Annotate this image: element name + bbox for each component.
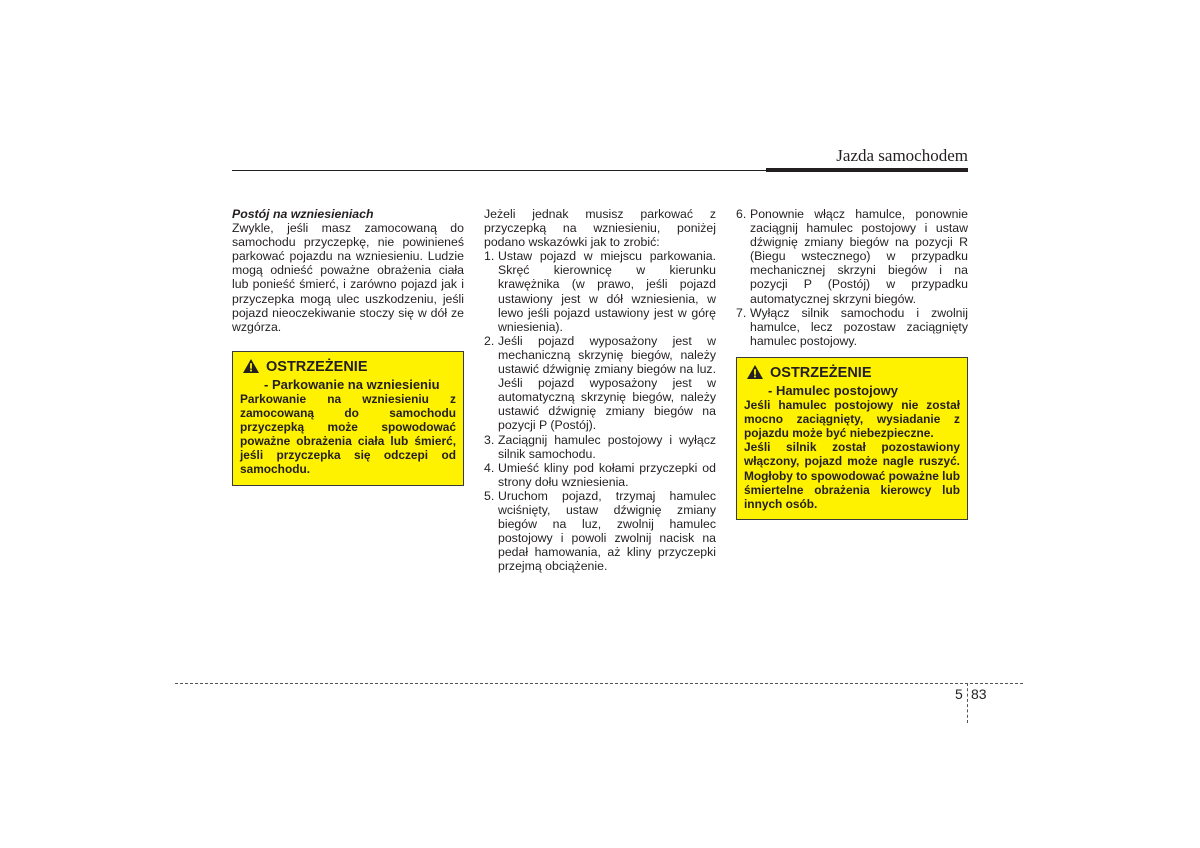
warning-triangle-icon — [746, 364, 764, 383]
list-item — [484, 433, 716, 461]
warning-subtitle: - Parkowanie na wzniesieniu — [264, 376, 440, 392]
step-text: Jeśli pojazd wyposażony jest w mechaniczną skrzynię biegów, należy ustawić dźwignię zmiany biegów na luz. Jeśli pojazd wyposażony jest w automatyczną skrzynię biegów, należy ustawić dźwignię zmiany biegów na pozycji P (Postój). — [498, 333, 716, 433]
step-text: Zaciągnij hamulec postojowy i wyłącz silnik samochodu. — [498, 432, 716, 461]
footer-divider — [175, 683, 1023, 684]
step-number: 6. — [736, 207, 747, 221]
step-number: 3. — [484, 432, 495, 447]
list-item — [484, 489, 716, 574]
warning-text-1: Jeśli hamulec postojowy nie został mocno zaciągnięty, wysiadanie z pojazdu może być niebezpieczne. — [744, 398, 960, 441]
list-item — [484, 249, 716, 334]
header-bar — [766, 168, 968, 172]
list-item — [484, 461, 716, 489]
column-2 — [484, 207, 716, 573]
step-number: 1. — [484, 249, 495, 264]
warning-box-parking — [232, 351, 464, 486]
step-number: 4. — [484, 460, 495, 475]
steps-intro: Jeżeli jednak musisz parkować z przyczepką na wzniesieniu, poniżej podano wskazówki jak to zrobić: — [484, 207, 716, 250]
chapter-number: 5 — [955, 686, 963, 702]
steps-list-continued — [736, 207, 968, 348]
intro-paragraph: Zwykle, jeśli masz zamocowaną do samochodu przyczepkę, nie powinieneś parkować pojazdu na wzniesieniu. Ludzie mogą odnieść poważne obrażenia ciała lub ponieść śmierć, i zarówno pojazd jak i przyczepka mogą ulec uszkodzeniu, jeśli pojazd nieoczekiwanie stoczy się w dół ze wzgórza. — [232, 221, 464, 334]
warning-title: OSTRZEŻENIE — [770, 365, 872, 382]
step-text: Ponownie włącz hamulce, ponownie zaciągnij hamulec postojowy i ustaw dźwignię zmiany biegów na pozycji R (Biegu wstecznego) w przypadku mechanicznej skrzyni biegów i na pozycji P (Postój) w przypadku automatycznej skrzyni biegów. — [750, 207, 968, 306]
step-text: Wyłącz silnik samochodu i zwolnij hamulce, lecz pozostaw zaciągnięty hamulec postojowy. — [750, 305, 968, 348]
warning-text-2: Jeśli silnik został pozostawiony włączony, pojazd może nagle ruszyć. Mogłoby to spowodować poważne lub śmiertelne obrażenia kierowcy lub innych osób. — [744, 440, 961, 511]
list-item — [736, 306, 968, 348]
page-header-title: Jazda samochodem — [836, 146, 968, 165]
step-number: 5. — [484, 488, 495, 503]
warning-header — [746, 364, 960, 383]
step-number: 7. — [736, 305, 747, 320]
warning-subtitle: - Hamulec postojowy — [768, 383, 899, 399]
warning-triangle-icon — [242, 358, 260, 377]
step-text: Uruchom pojazd, trzymaj hamulec wciśnięty, ustaw dźwignię zmiany biegów na luz, zwolnij hamulec postojowy i powoli zwolnij nacisk na pedał hamowania, aż kliny przyczepki przejmą obciążenie. — [498, 488, 716, 574]
footer-vertical-divider — [967, 683, 968, 723]
section-subheading: Postój na wzniesieniach — [232, 207, 374, 221]
column-1 — [232, 207, 464, 486]
warning-box-parking-brake — [736, 357, 968, 520]
page-number: 83 — [971, 686, 987, 702]
warning-text: Parkowanie na wzniesieniu z zamocowaną do samochodu przyczepką może spowodować poważne obrażenia ciała lub śmierć, jeśli przyczepka się odczepi od samochodu. — [240, 391, 456, 477]
warning-title: OSTRZEŻENIE — [266, 359, 368, 376]
steps-list — [484, 249, 716, 573]
warning-header — [242, 358, 456, 377]
column-3 — [736, 207, 968, 520]
step-number: 2. — [484, 333, 495, 348]
list-item — [736, 207, 968, 306]
step-text: Ustaw pojazd w miejscu parkowania. Skręć kierownicę w kierunku krawężnika (w prawo, jeśli pojazd ustawiony jest w dół wzniesienia, w lewo jeśli pojazd ustawiony jest w górę wniesienia). — [498, 249, 716, 334]
step-text: Umieść kliny pod kołami przyczepki od strony dołu wzniesienia. — [498, 460, 716, 489]
list-item — [484, 334, 716, 433]
